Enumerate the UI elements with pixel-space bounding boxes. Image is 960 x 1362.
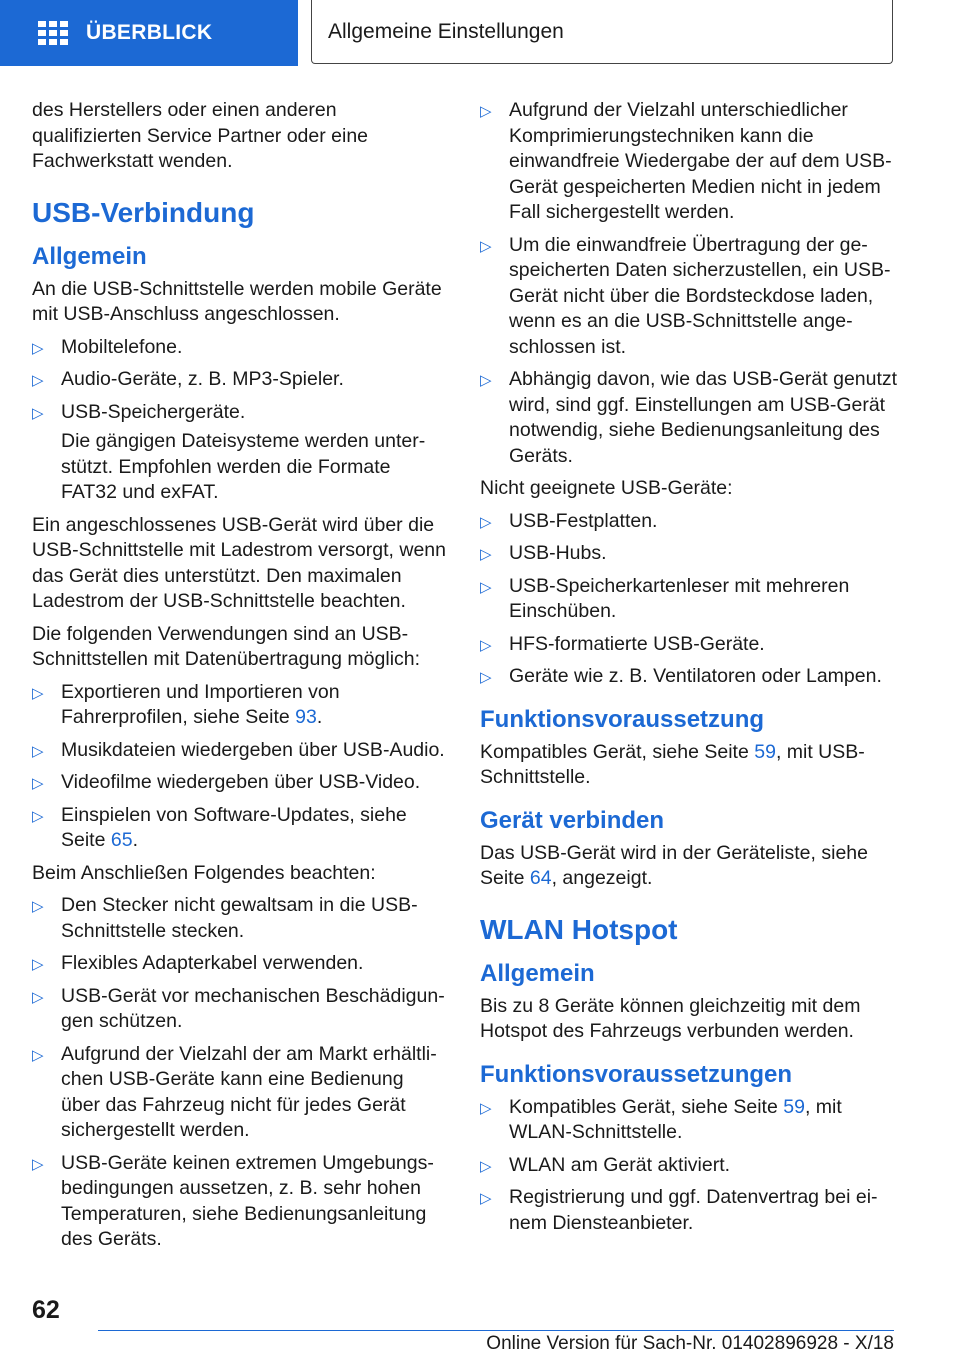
page-link-65[interactable]: 65	[110, 829, 133, 851]
heading-function-requirements: Funktionsvoraussetzungen	[480, 1060, 793, 1088]
triangle-bullet-icon: ▷	[32, 742, 44, 760]
triangle-bullet-icon: ▷	[480, 1157, 492, 1175]
device-list	[32, 335, 446, 426]
precaution-list	[32, 893, 446, 1253]
list-item: ▷ Musikdateien wiedergeben über USB-Audio.	[32, 738, 446, 764]
triangle-bullet-icon: ▷	[480, 372, 492, 389]
list-item: ▷ USB-Hubs.	[480, 541, 898, 567]
heading-function-requirement: Funktionsvoraussetzung	[480, 705, 765, 733]
overview-tab[interactable]	[0, 0, 298, 66]
list-item: ▷ USB-Speichergeräte.	[32, 400, 446, 426]
list-item: ▷ WLAN am Gerät aktiviert.	[480, 1153, 898, 1179]
page-header	[0, 0, 960, 66]
page-link-59[interactable]: 59	[754, 740, 776, 763]
triangle-bullet-icon: ▷	[32, 684, 44, 702]
page-number: 62	[32, 1296, 60, 1324]
list-item: ▷ Um die einwandfreie Übertragung der gespeicherten Daten sicherzustellen, ein USB-Gerät nicht über die Bordsteckdose laden, wenn es an die USB-Schnittstelle angeschlossen ist.	[480, 233, 891, 358]
triangle-bullet-icon: ▷	[480, 513, 492, 531]
triangle-bullet-icon: ▷	[32, 404, 44, 422]
triangle-bullet-icon: ▷	[480, 1099, 492, 1117]
page-link-93[interactable]: 93	[295, 706, 317, 728]
requirements-list	[480, 1095, 898, 1237]
section-tab[interactable]	[311, 0, 893, 64]
list-item: ▷ USB-Gerät vor mechanischen Beschädigungen schützen.	[32, 984, 445, 1032]
triangle-bullet-icon: ▷	[32, 372, 44, 389]
list-item: ▷ Einspielen von Software-Updates, siehe Seite 65.	[32, 803, 407, 851]
list-item: ▷ Exportieren und Importieren von Fahrerprofilen, siehe Seite 93.	[32, 680, 340, 728]
list-item: ▷ USB-Speicherkartenleser mit mehreren Einschüben.	[480, 574, 850, 622]
list-subparagraph: Die gängigen Dateisysteme werden unterstützt. Empfohlen werden die Formate FAT32 und exFAT.	[61, 430, 426, 503]
page-link-59[interactable]: 59	[783, 1095, 805, 1118]
precaution-list-continued	[480, 98, 898, 469]
list-item: ▷ Den Stecker nicht gewaltsam in die USB-Schnittstelle stecken.	[32, 894, 418, 942]
triangle-bullet-icon: ▷	[480, 237, 492, 255]
triangle-bullet-icon: ▷	[32, 988, 44, 1006]
triangle-bullet-icon: ▷	[32, 1046, 44, 1064]
paragraph: Beim Anschließen Folgendes beachten:	[32, 861, 376, 884]
list-item: ▷ Registrierung und ggf. Datenvertrag bei einem Diensteanbieter.	[480, 1186, 878, 1234]
unsuitable-device-list	[480, 509, 898, 690]
list-item: ▷ Abhängig davon, wie das USB-Gerät genutzt wird, sind ggf. Einstellungen am USB-Gerät notwendig, siehe Bedienungsanleitung des Geräts.	[480, 368, 898, 467]
overview-tab-label: ÜBERBLICK	[86, 21, 213, 44]
intro-paragraph: des Herstellers oder einen anderen qualifizierten Service Partner oder eine Fachwerkstatt wenden.	[32, 99, 369, 172]
grid-menu-icon	[38, 21, 68, 45]
triangle-bullet-icon: ▷	[32, 956, 44, 973]
list-item: ▷ Aufgrund der Vielzahl unterschiedlicher Komprimierungstechniken kann die einwandfreie Wiedergabe der auf dem USB-Gerät gespeicherten Medien nicht in jedem Fall sichergestellt werden.	[480, 99, 892, 223]
triangle-bullet-icon: ▷	[480, 669, 492, 686]
triangle-bullet-icon: ▷	[480, 1190, 492, 1207]
list-item: ▷ Kompatibles Gerät, siehe Seite 59, mit WLAN-Schnittstelle.	[480, 1095, 842, 1143]
paragraph: Bis zu 8 Geräte können gleichzeitig mit dem Hotspot des Fahrzeugs verbunden werden.	[480, 994, 861, 1042]
page-link-64[interactable]: 64	[529, 867, 552, 889]
triangle-bullet-icon: ▷	[32, 898, 44, 915]
left-column	[32, 98, 446, 1260]
paragraph: Nicht geeignete USB-Geräte:	[480, 477, 733, 499]
triangle-bullet-icon: ▷	[480, 578, 492, 596]
triangle-bullet-icon: ▷	[480, 103, 492, 120]
footer-text: Online Version für Sach-Nr. 01402896928 - X/18	[486, 1333, 894, 1354]
heading-wlan-hotspot: WLAN Hotspot	[480, 913, 678, 945]
footer-divider	[98, 1330, 894, 1331]
paragraph: Kompatibles Gerät, siehe Seite 59, mit USB-Schnittstelle.	[480, 740, 865, 788]
list-item: ▷ Geräte wie z. B. Ventilatoren oder Lampen.	[480, 664, 898, 690]
triangle-bullet-icon: ▷	[32, 1155, 44, 1173]
triangle-bullet-icon: ▷	[32, 807, 44, 825]
list-item: ▷ Audio-Geräte, z. B. MP3-Spieler.	[32, 367, 446, 393]
heading-general: Allgemein	[480, 959, 595, 987]
usage-list	[32, 680, 446, 854]
right-column	[480, 98, 898, 1243]
list-item: ▷ Videofilme wiedergeben über USB-Video.	[32, 770, 446, 796]
list-item: ▷ Flexibles Adapterkabel verwenden.	[32, 951, 446, 977]
paragraph: Ein angeschlossenes USB-Gerät wird über die USB-Schnittstelle mit Ladestrom versorgt, wenn das Gerät dies unterstützt. Den maximalen Ladestrom der USB-Schnittstelle beachten.	[32, 513, 446, 612]
triangle-bullet-icon: ▷	[480, 546, 492, 563]
paragraph: Das USB-Gerät wird in der Geräteliste, siehe Seite 64, angezeigt.	[480, 841, 868, 889]
list-item: ▷ USB-Geräte keinen extremen Umgebungsbedingungen aussetzen, z. B. sehr hohen Temperaturen, siehe Bedienungsanleitung des Geräts.	[32, 1151, 434, 1250]
section-tab-label: Allgemeine Einstellungen	[328, 19, 564, 43]
list-item: ▷ Aufgrund der Vielzahl der am Markt erhältlichen USB-Geräte kann eine Bedienung über das Fahrzeug nicht für jedes Gerät sichergestellt werden.	[32, 1042, 437, 1141]
heading-connect-device: Gerät verbinden	[480, 806, 665, 834]
list-item: ▷ Mobiltelefone.	[32, 335, 446, 361]
heading-usb-connection: USB-Verbindung	[32, 196, 255, 228]
heading-general: Allgemein	[32, 242, 147, 270]
triangle-bullet-icon: ▷	[480, 636, 492, 654]
list-item: ▷ USB-Festplatten.	[480, 509, 898, 535]
paragraph: An die USB-Schnittstelle werden mobile Geräte mit USB-Anschluss angeschlossen.	[32, 277, 442, 325]
list-item: ▷ HFS-formatierte USB-Geräte.	[480, 632, 898, 658]
triangle-bullet-icon: ▷	[32, 775, 44, 792]
paragraph: Die folgenden Verwendungen sind an USB-Schnittstellen mit Datenübertragung möglich:	[32, 622, 421, 670]
triangle-bullet-icon: ▷	[32, 339, 44, 357]
